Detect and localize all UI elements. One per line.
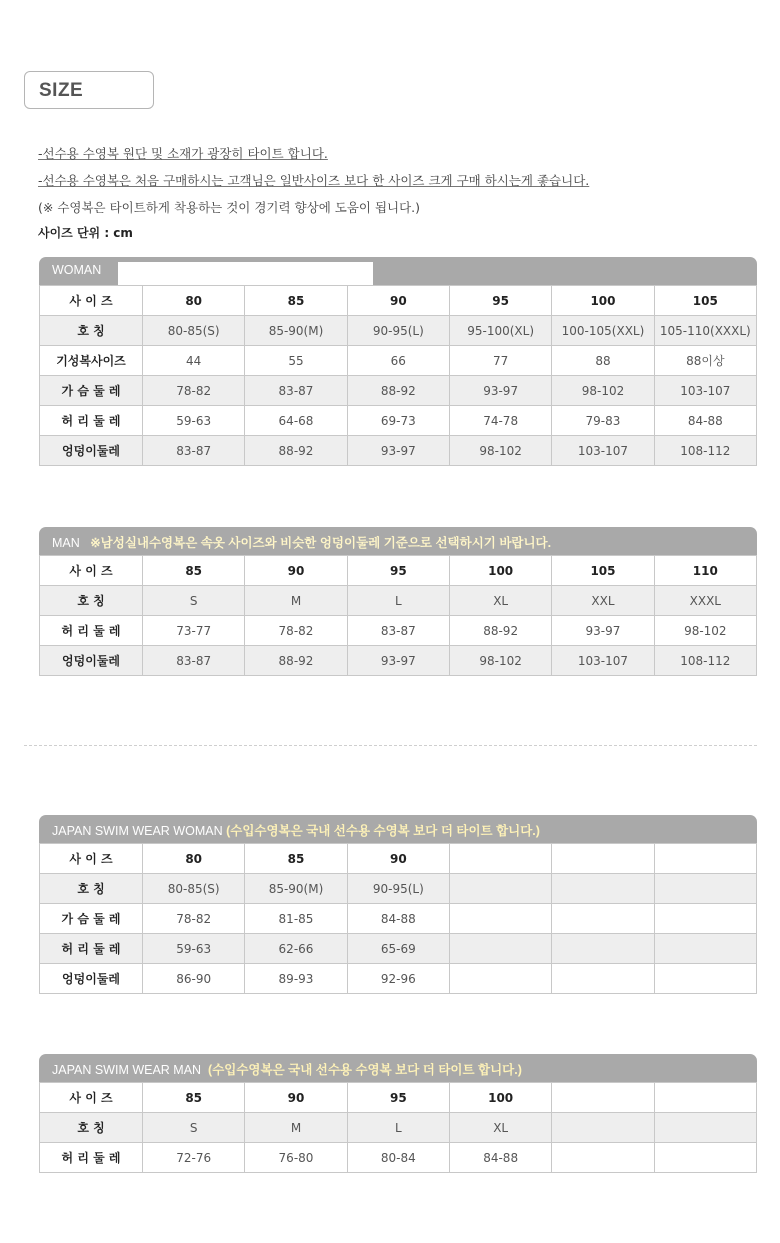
japan-woman-table-grid	[39, 843, 757, 994]
woman-table-header	[39, 257, 757, 285]
row-label: 사 이 즈	[40, 556, 143, 586]
table-cell: 95	[347, 1083, 449, 1113]
japan-man-table-header	[39, 1054, 757, 1082]
table-cell: 90-95(L)	[347, 874, 449, 904]
table-cell: 64-68	[245, 406, 347, 436]
table-row	[40, 376, 757, 406]
woman-table-grid	[39, 285, 757, 466]
table-cell: 90	[245, 556, 347, 586]
table-cell	[552, 904, 654, 934]
table-cell: 100	[449, 556, 551, 586]
table-row	[40, 616, 757, 646]
row-label: 엉덩이둘레	[40, 646, 143, 676]
table-cell: 89-93	[245, 964, 347, 994]
table-cell: 93-97	[347, 436, 449, 466]
table-cell: 105-110(XXXL)	[654, 316, 756, 346]
table-cell: 90	[347, 844, 449, 874]
japan-man-table-subtitle: (수입수영복은 국내 선수용 수영복 보다 더 타이트 합니다.)	[208, 1063, 522, 1077]
table-row	[40, 436, 757, 466]
table-row	[40, 346, 757, 376]
table-cell	[449, 904, 551, 934]
table-cell	[449, 934, 551, 964]
size-title-box	[24, 71, 154, 109]
table-cell	[552, 964, 654, 994]
table-cell: 108-112	[654, 436, 756, 466]
table-cell: 88이상	[654, 346, 756, 376]
table-cell: 79-83	[552, 406, 654, 436]
woman-table-title: WOMAN	[52, 263, 102, 277]
row-label: 호 칭	[40, 316, 143, 346]
table-cell: 76-80	[245, 1143, 347, 1173]
table-cell: 88-92	[449, 616, 551, 646]
table-cell: 90	[347, 286, 449, 316]
table-cell: L	[347, 586, 449, 616]
table-row	[40, 1083, 757, 1113]
table-cell: S	[143, 1113, 245, 1143]
table-row	[40, 586, 757, 616]
man-table-header	[39, 527, 757, 555]
table-cell: 98-102	[449, 646, 551, 676]
row-label: 사 이 즈	[40, 844, 143, 874]
table-cell	[449, 844, 551, 874]
table-row	[40, 406, 757, 436]
table-cell	[449, 964, 551, 994]
table-row	[40, 646, 757, 676]
japan-woman-table-subtitle: (수입수영복은 국내 선수용 수영복 보다 더 타이트 합니다.)	[226, 824, 540, 838]
table-cell: 59-63	[143, 934, 245, 964]
table-cell: 98-102	[449, 436, 551, 466]
table-cell: 83-87	[143, 436, 245, 466]
table-cell: 66	[347, 346, 449, 376]
japan-woman-table-title: JAPAN SWIM WEAR WOMAN	[52, 824, 223, 838]
table-cell: 83-87	[143, 646, 245, 676]
table-cell: 65-69	[347, 934, 449, 964]
row-label: 엉덩이둘레	[40, 964, 143, 994]
table-row	[40, 316, 757, 346]
row-label: 호 칭	[40, 586, 143, 616]
table-cell: 100	[552, 286, 654, 316]
note-fabric-tight: -선수용 수영복 원단 및 소재가 광장히 타이트 합니다.	[38, 146, 328, 161]
table-row	[40, 286, 757, 316]
row-label: 기성복사이즈	[40, 346, 143, 376]
table-cell	[552, 1143, 654, 1173]
table-cell: 73-77	[143, 616, 245, 646]
table-row	[40, 1143, 757, 1173]
size-unit: 사이즈 단위 : cm	[38, 226, 133, 240]
table-cell: 80	[143, 844, 245, 874]
table-cell: 103-107	[552, 436, 654, 466]
table-cell: 78-82	[245, 616, 347, 646]
table-cell: 74-78	[449, 406, 551, 436]
table-cell	[552, 934, 654, 964]
table-cell: 85	[143, 556, 245, 586]
table-cell: 84-88	[654, 406, 756, 436]
woman-size-table	[39, 257, 757, 466]
table-cell: M	[245, 586, 347, 616]
table-cell: 85-90(M)	[245, 874, 347, 904]
table-cell: 77	[449, 346, 551, 376]
table-cell: 88-92	[347, 376, 449, 406]
row-label: 엉덩이둘레	[40, 436, 143, 466]
table-cell	[654, 964, 756, 994]
table-cell: 103-107	[552, 646, 654, 676]
table-cell: 110	[654, 556, 756, 586]
note-size-up: -선수용 수영복은 처음 구매하시는 고객님은 일반사이즈 보다 한 사이즈 크게 구매 하시는게 좋습니다.	[38, 173, 590, 188]
table-row	[40, 556, 757, 586]
table-cell: 62-66	[245, 934, 347, 964]
table-row	[40, 874, 757, 904]
japan-woman-size-table	[39, 815, 757, 994]
table-cell: 98-102	[654, 616, 756, 646]
table-cell: 85	[245, 844, 347, 874]
table-cell: 85	[143, 1083, 245, 1113]
table-cell: 88-92	[245, 646, 347, 676]
table-cell: 95	[347, 556, 449, 586]
table-cell: 90-95(L)	[347, 316, 449, 346]
table-cell: 105	[654, 286, 756, 316]
table-cell	[552, 1083, 654, 1113]
table-cell: 88-92	[245, 436, 347, 466]
table-cell: 78-82	[143, 376, 245, 406]
table-cell: 92-96	[347, 964, 449, 994]
table-cell: 72-76	[143, 1143, 245, 1173]
table-row	[40, 904, 757, 934]
row-label: 허 리 둘 레	[40, 1143, 143, 1173]
row-label: 허 리 둘 레	[40, 616, 143, 646]
table-cell: 85-90(M)	[245, 316, 347, 346]
table-cell	[552, 1113, 654, 1143]
table-cell: 84-88	[449, 1143, 551, 1173]
table-cell: 98-102	[552, 376, 654, 406]
table-cell: 95	[449, 286, 551, 316]
table-cell: 83-87	[245, 376, 347, 406]
table-cell: 85	[245, 286, 347, 316]
row-label: 호 칭	[40, 874, 143, 904]
table-cell: XL	[449, 1113, 551, 1143]
man-table-subtitle: ※남성실내수영복은 속옷 사이즈와 비슷한 엉덩이둘레 기준으로 선택하시기 바랍니다.	[90, 536, 552, 550]
japan-man-table-grid	[39, 1082, 757, 1173]
table-cell: 55	[245, 346, 347, 376]
man-size-table	[39, 527, 757, 676]
table-cell	[552, 874, 654, 904]
japan-woman-table-header	[39, 815, 757, 843]
man-table-grid	[39, 555, 757, 676]
size-title: SIZE	[39, 80, 84, 101]
table-cell: 80	[143, 286, 245, 316]
table-cell: 108-112	[654, 646, 756, 676]
row-label: 허 리 둘 레	[40, 406, 143, 436]
table-cell: 84-88	[347, 904, 449, 934]
table-cell	[654, 844, 756, 874]
table-cell: L	[347, 1113, 449, 1143]
table-cell: 95-100(XL)	[449, 316, 551, 346]
table-cell: 59-63	[143, 406, 245, 436]
japan-man-table-title: JAPAN SWIM WEAR MAN	[52, 1063, 202, 1077]
table-cell: 93-97	[449, 376, 551, 406]
table-cell: 83-87	[347, 616, 449, 646]
table-cell: 100-105(XXL)	[552, 316, 654, 346]
table-cell: 93-97	[552, 616, 654, 646]
table-cell: 103-107	[654, 376, 756, 406]
table-row	[40, 964, 757, 994]
table-row	[40, 844, 757, 874]
table-cell: 100	[449, 1083, 551, 1113]
table-cell: 88	[552, 346, 654, 376]
table-cell: 81-85	[245, 904, 347, 934]
row-label: 허 리 둘 레	[40, 934, 143, 964]
table-cell: XXL	[552, 586, 654, 616]
table-cell	[654, 904, 756, 934]
table-cell: 80-85(S)	[143, 316, 245, 346]
row-label: 사 이 즈	[40, 1083, 143, 1113]
japan-man-size-table	[39, 1054, 757, 1173]
row-label: 가 슴 둘 레	[40, 376, 143, 406]
table-cell: 78-82	[143, 904, 245, 934]
table-cell	[654, 1143, 756, 1173]
table-cell: 93-97	[347, 646, 449, 676]
table-cell: M	[245, 1113, 347, 1143]
table-cell	[654, 1083, 756, 1113]
table-cell: 105	[552, 556, 654, 586]
table-cell: 80-85(S)	[143, 874, 245, 904]
table-cell: XL	[449, 586, 551, 616]
table-row	[40, 1113, 757, 1143]
table-cell	[449, 874, 551, 904]
table-cell	[654, 1113, 756, 1143]
note-performance: (※ 수영복은 타이트하게 착용하는 것이 경기력 향상에 도움이 됩니다.)	[38, 200, 421, 215]
table-cell	[552, 844, 654, 874]
table-row	[40, 934, 757, 964]
table-cell: 80-84	[347, 1143, 449, 1173]
table-cell: 90	[245, 1083, 347, 1113]
table-cell: XXXL	[654, 586, 756, 616]
header-mask	[118, 262, 373, 285]
table-cell: S	[143, 586, 245, 616]
table-cell: 44	[143, 346, 245, 376]
table-cell	[654, 934, 756, 964]
section-divider	[24, 745, 757, 746]
table-cell	[654, 874, 756, 904]
table-cell: 86-90	[143, 964, 245, 994]
row-label: 가 슴 둘 레	[40, 904, 143, 934]
man-table-title: MAN	[52, 536, 80, 550]
table-cell: 69-73	[347, 406, 449, 436]
row-label: 사 이 즈	[40, 286, 143, 316]
row-label: 호 칭	[40, 1113, 143, 1143]
